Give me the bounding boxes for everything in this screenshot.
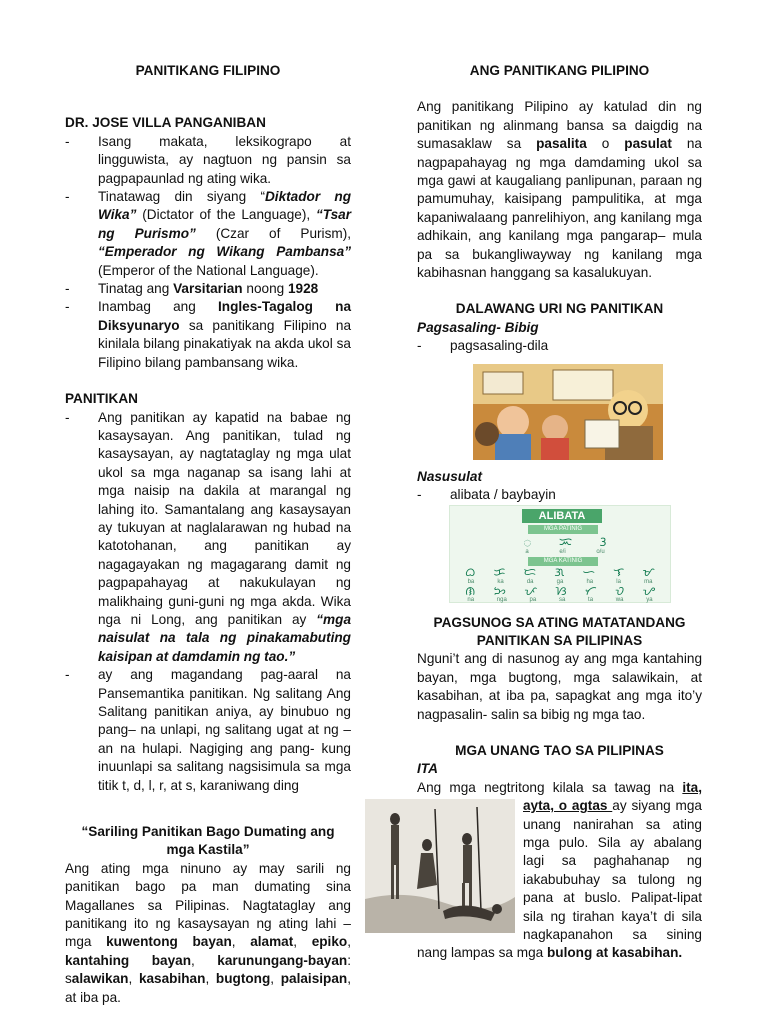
sariling-text: , <box>128 971 139 987</box>
alibata-glyph: ᜊ <box>465 564 476 579</box>
title-term: “Emperador ng Wikang Pambansa” <box>98 244 351 260</box>
ita-people-image <box>365 799 515 933</box>
ita-names: ita, ayta, o agtas <box>523 779 702 814</box>
vowel-glyphs <box>510 535 620 548</box>
bold-term: 1928 <box>287 281 319 297</box>
alibata-chart <box>449 505 671 603</box>
right-column <box>417 62 702 963</box>
bio-item <box>65 133 351 188</box>
ita-text: Ang mga negtritong kilala sa tawag na <box>417 779 683 795</box>
alibata-glyph-label: e/i <box>559 548 566 555</box>
panitikan-text: ay ang magandang pag-aaral na Pansemantika panitikan. Ng salitang Ang Salitang panitikan aniya, ay binubuo ng pang– na unlapi, ng salitang ugat at ng –an na hulapi. Nagiging ang pang- kung inuunlapi sa salitang nagsisimula sa mga titik t, d, l, r, at s, karaniwang ding <box>98 667 351 793</box>
patinig-label: MGA PATINIG <box>528 525 598 534</box>
alibata-glyph-label: ya <box>646 596 653 603</box>
panitikan-item <box>65 409 351 667</box>
unang-heading: MGA UNANG TAO SA PILIPINAS <box>455 742 664 758</box>
bio-text: sa panitikang Filipino na kinilala bilang pinakatiyak na akda ukol sa Filipino bilang pambansang wika. <box>98 317 351 370</box>
ita-text: ay siyang mga unang nanirahan sa ating mga pulo. Sila ay abalang lagi sa paghahanap ng iakabubuhay sa tulong ng pana at buslo. Palipat-lipat sila ng tirahan kaya’t di sila nagkapanahon sa sining nang lampas sa mga <box>417 798 702 961</box>
pagsunog-heading: PAGSUNOG SA ATING MATATANDANG PANITIKAN SA PILIPINAS <box>433 614 686 648</box>
bio-text: Inambag ang <box>98 299 219 315</box>
consonant-labels-2 <box>456 597 664 603</box>
nasusulat-list <box>417 486 702 504</box>
bio-item <box>65 280 351 298</box>
person-heading: DR. JOSE VILLA PANGANIBAN <box>65 115 266 131</box>
intro-text: na nagpapahayag ng mga damdaming ukol sa mga gawi at kaugaliang panlipunan, paraan ng pamumuhay, kaisipang pampulitika, at mga kapaniwalaang panrelihiyon, ang kanilang mga adhikain, ang kanilang mga pangarap– mula pa sa bukangliwayway ng kanilang mga kabihasnan hanggang sa kasalukuyan. <box>417 136 702 281</box>
panitikan-list <box>65 409 351 796</box>
pagsasaling-subheading: Pagsasaling- Bibig <box>417 319 539 335</box>
bold-term: alawikan <box>71 971 129 987</box>
bio-text: Tinatawag din siyang “ <box>98 189 265 205</box>
panitikan-text: Ang panitikan ay kapatid na babae ng kasaysayan. Ang panitikan, tulad ng kasaysayan, ay nagtataglay ng mga ulat ukol sa mga naganap sa isang lahi at mga naisip na dakila at marangal ng lahing ito. Samantalang ang kasaysayan ay tukuyan at naglalarawan ng hubad na katotohanan, ang panitikan ay nagagayakan ng magagarang damit ng pagpapahayag at nakukulayan ng malikhaing guni-guni ng mga akda. Wika nga ni Long, ang panitikan ay <box>98 409 351 627</box>
bio-item <box>65 188 351 280</box>
bio-text: Tinatag ang <box>98 281 174 297</box>
bold-term: Ingles-Tagalog na Diksyunaryo <box>98 299 351 333</box>
bold-term: bugtong <box>215 971 271 987</box>
sariling-text: , <box>191 952 218 968</box>
sariling-text: Ang ating mga ninuno ay may sarili ng panitikan bago pa man dumating sina Magallanes sa Pilipinas. Nagtataglay ang panitikang ito ng kasaysayan ng ating lahi – mga <box>65 860 351 950</box>
consonant-row-1 <box>456 566 664 578</box>
bio-list <box>65 133 351 372</box>
bio-text: Isang makata, leksikograpo at lingguwista, ay nagtuon ng pansin sa pagpapaunlad ng ating wika. <box>98 133 351 186</box>
bio-text: (Emperor of the National Language). <box>98 262 319 278</box>
left-title: PANITIKANG FILIPINO <box>135 63 281 78</box>
consonant-row-2 <box>456 585 664 597</box>
sariling-text: , <box>347 934 351 950</box>
bold-term: pasalita <box>536 136 587 152</box>
ita-paragraph <box>417 779 702 963</box>
alibata-glyph-label: pa <box>529 596 537 603</box>
bold-term: epiko <box>311 934 348 950</box>
dalawang-heading: DALAWANG URI NG PANITIKAN <box>455 301 664 317</box>
alibata-glyph: ᜈ <box>465 583 476 598</box>
alibata-glyph: ᜎ <box>613 564 625 579</box>
intro-text: o <box>586 136 625 152</box>
bold-term: Varsitarian <box>173 281 243 297</box>
ita-subheading: ITA <box>417 761 438 777</box>
bio-text: (Czar of Purism), <box>195 225 351 241</box>
alibata-glyph: ᜁ <box>558 533 573 549</box>
pagsunog-paragraph: Nguni’t ang di nasunog ay ang mga kantahing bayan, mga bugtong, mga salawikain, at kasabihan, at iba pa, sapagkat ang mga ito’y nagpasalin- salin sa bibig ng mga tao. <box>417 651 702 722</box>
bold-term: kasabihan <box>138 971 206 987</box>
alibata-glyph-label: sa <box>558 596 566 603</box>
panitikan-item <box>65 666 351 795</box>
alibata-glyph-label: ga <box>556 578 564 585</box>
bio-text: (Dictator of the Language), <box>136 207 316 223</box>
alibata-glyph-label: ma <box>644 578 653 585</box>
alibata-glyph: ᜑ <box>582 564 596 579</box>
bold-term: palaisipan <box>280 971 348 987</box>
alibata-glyph-label: o/u <box>596 548 605 555</box>
sariling-text: : s <box>65 952 351 987</box>
nasusulat-item: - alibata / baybayin <box>417 486 702 504</box>
ita-photo <box>365 799 515 933</box>
sariling-text: , <box>293 934 312 950</box>
alibata-glyph: ᜃ <box>493 564 506 579</box>
alibata-glyph-label: ha <box>586 578 594 585</box>
alibata-glyph-label: la <box>616 578 621 585</box>
alibata-glyph: ᜉ <box>524 583 538 598</box>
alibata-glyph: ᜏ <box>614 583 625 598</box>
right-title: ANG PANITIKANG PILIPINO <box>469 63 650 78</box>
alibata-title: ALIBATA <box>522 509 602 523</box>
alibata-glyph: ᜀ <box>523 533 532 549</box>
vowel-labels <box>510 549 620 555</box>
alibata-glyph-label: nga <box>496 596 507 603</box>
bio-text: noong <box>242 281 288 297</box>
alibata-glyph-label: ba <box>467 578 475 585</box>
panitikan-heading: PANITIKAN <box>65 391 138 407</box>
alibata-glyph: ᜌ <box>642 583 655 598</box>
alibata-glyph-label: da <box>526 578 534 585</box>
sariling-text: , <box>205 971 216 987</box>
bold-term: karunungang-bayan <box>217 952 348 968</box>
nasusulat-subheading: Nasusulat <box>417 468 482 484</box>
title-term: Diktador ng Wika” <box>98 189 351 223</box>
sariling-text: , <box>231 934 251 950</box>
pagsasaling-item: - pagsasaling-dila <box>417 337 702 355</box>
title-term: “Tsar ng Purismo” <box>98 207 351 241</box>
alibata-glyph: ᜅ <box>493 583 506 598</box>
quote-text: “mga naisulat na tala ng pinakamabuting kaisipan at damdamin ng tao.” <box>98 611 351 664</box>
bio-item <box>65 298 351 372</box>
sariling-paragraph <box>65 860 351 1007</box>
katinig-label: MGA KATINIG <box>528 557 598 566</box>
storytelling-image <box>473 364 663 460</box>
left-column <box>65 62 351 1007</box>
alibata-glyph-label: na <box>467 596 475 603</box>
alibata-glyph: ᜂ <box>599 533 607 549</box>
bold-term: alamat <box>250 934 294 950</box>
bold-term: kantahing bayan <box>65 952 191 968</box>
alibata-glyph-label: ka <box>497 578 504 585</box>
alibata-glyph: ᜄ <box>554 564 565 579</box>
alibata-glyph-label: ta <box>588 596 594 603</box>
alibata-glyph: ᜇ <box>523 564 537 579</box>
storytelling-illustration <box>473 364 663 460</box>
alibata-glyph-label: wa <box>615 596 624 603</box>
pagsasaling-list <box>417 337 702 355</box>
bold-term: kuwentong bayan <box>106 934 232 950</box>
bold-term: bulong at kasabihan. <box>546 945 683 961</box>
sariling-heading: “Sariling Panitikan Bago Dumating ang mga Kastila” <box>81 824 335 858</box>
alibata-glyph-label: a <box>525 548 529 555</box>
bold-term: pasulat <box>624 136 672 152</box>
sariling-text: , at iba pa. <box>65 971 351 1005</box>
alibata-glyph: ᜋ <box>642 564 655 579</box>
alibata-glyph: ᜐ <box>555 583 567 598</box>
intro-paragraph <box>417 98 702 282</box>
intro-text: Ang panitikang Pilipino ay katulad din ng panitikan ng alinmang bansa sa daigdig na sumasaklaw sa <box>417 99 702 152</box>
sariling-text: , <box>270 971 281 987</box>
alibata-glyph: ᜆ <box>584 583 597 598</box>
